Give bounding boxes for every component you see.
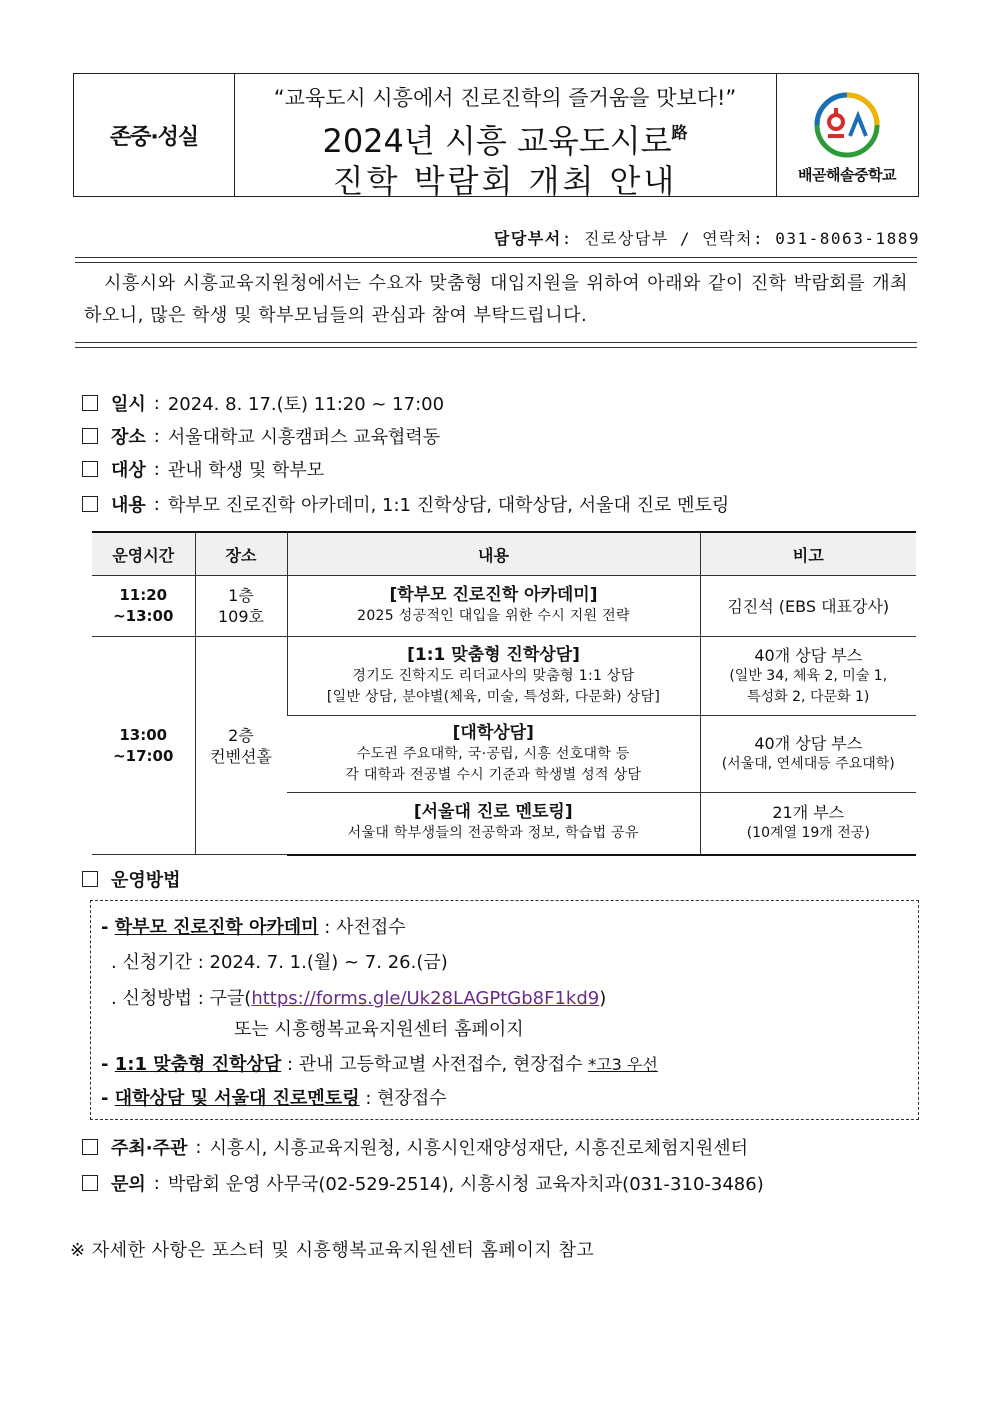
item-inquiry: 문의 : 박람회 운영 사무국(02-529-2514), 시흥시청 교육자치과(031-310-3486) (82, 1170, 764, 1196)
op-academy: - 학부모 진로진학 아카데미 : 사전접수 (101, 917, 406, 938)
content-cell: [대학상담] 수도권 주요대학, 국·공립, 시흥 선호대학 등 각 대학과 전공별 수시 기준과 학생별 성적 상담 (287, 716, 700, 793)
divider-top (75, 257, 917, 263)
table-header-row (92, 532, 916, 576)
op-univ: - 대학상담 및 서울대 진로멘토링 : 현장접수 (101, 1088, 447, 1109)
title-sup: 路 (671, 123, 688, 142)
item-operation: 운영방법 (82, 866, 181, 892)
footnote: ※ 자세한 사항은 포스터 및 시흥행복교육지원센터 홈페이지 참고 (70, 1240, 595, 1261)
note-cell: 40개 상담 부스 (일반 34, 체육 2, 미술 1, 특성화 2, 다문화 1) (700, 637, 916, 716)
content-cell: [1:1 맞춤형 진학상담] 경기도 진학지도 리더교사의 맞춤형 1:1 상담 [일반 상담, 분야별(체육, 미술, 특성화, 다문화) 상담] (287, 637, 700, 716)
header-time: 운영시간 (92, 532, 195, 576)
school-name: 배곧해솔중학교 (798, 166, 896, 184)
slogan: “교육도시 시흥에서 진로진학의 즐거움을 맛보다!” (273, 86, 737, 110)
item-target: 대상 : 관내 학생 및 학부모 (82, 456, 324, 482)
op-method: . 신청방법 : 구글(https://forms.gle/Uk28LAGPtGb8F1kd9) (111, 988, 607, 1009)
operation-box (90, 900, 919, 1120)
divider-bottom (75, 342, 917, 348)
checkbox-icon (82, 871, 98, 887)
item-host: 주최·주관 : 시흥시, 시흥교육지원청, 시흥시인재양성재단, 시흥진로체험지원센터 (82, 1134, 748, 1160)
item-content: 내용 : 학부모 진로진학 아카데미, 1:1 진학상담, 대학상담, 서울대 진로 멘토링 (82, 491, 729, 517)
item-place: 장소 : 서울대학교 시흥캠퍼스 교육협력동 (82, 423, 440, 449)
place-cell: 1층 109호 (195, 576, 287, 637)
place-cell: 2층 컨벤션홀 (195, 637, 287, 855)
school-logo-icon (814, 92, 880, 158)
header-note: 비고 (700, 532, 916, 576)
intro-paragraph: 시흥시와 시흥교육지원청에서는 수요자 맞춤형 대입지원을 위하여 아래와 같이 진학 박람회를 개최하오니, 많은 학생 및 학부모님들의 관심과 참여 부탁드립니다. (84, 273, 908, 326)
note-cell: 21개 부스 (10계열 19개 전공) (700, 793, 916, 855)
op-period: . 신청기간 : 2024. 7. 1.(월) ~ 7. 26.(금) (111, 952, 448, 973)
checkbox-icon (82, 1175, 98, 1191)
checkbox-icon (82, 461, 98, 477)
header-place: 장소 (195, 532, 287, 576)
checkbox-icon (82, 428, 98, 444)
note-cell: 김진석 (EBS 대표강사) (700, 576, 916, 637)
item-date: 일시 : 2024. 8. 17.(토) 11:20 ~ 17:00 (82, 390, 444, 416)
header-content: 내용 (287, 532, 700, 576)
forms-link[interactable]: https://forms.gle/Uk28LAGPtGb8F1kd9 (251, 988, 600, 1009)
time-cell: 11:20 ~13:00 (92, 576, 195, 637)
content-cell: [학부모 진로진학 아카데미] 2025 성공적인 대입을 위한 수시 지원 전략 (287, 576, 700, 637)
op-consult: - 1:1 맞춤형 진학상담 : 관내 고등학교별 사전접수, 현장접수 *고3 우선 (101, 1054, 658, 1075)
title-line1: 2024년 시흥 교육도시로$^路$ (322, 122, 688, 160)
checkbox-icon (82, 496, 98, 512)
table-row (92, 637, 916, 716)
op-method-alt: 또는 시흥행복교육지원센터 홈페이지 (234, 1019, 524, 1040)
note-cell: 40개 상담 부스 (서울대, 연세대등 주요대학) (700, 716, 916, 793)
schedule-table (92, 531, 916, 856)
table-row (92, 576, 916, 637)
checkbox-icon (82, 1139, 98, 1155)
contact-line: 담당부서: 진로상담부 / 연락처: 031-8063-1889 (493, 229, 920, 248)
checkbox-icon (82, 395, 98, 411)
school-logo-block (776, 74, 918, 196)
title-block (234, 74, 777, 200)
content-cell: [서울대 진로 멘토링] 서울대 학부생들의 전공학과 정보, 학습법 공유 (287, 793, 700, 855)
time-cell: 13:00 ~17:00 (92, 637, 195, 855)
title-line2: 진학 박람회 개최 안내 (332, 162, 678, 200)
school-motto: 존중·성실 (74, 74, 235, 196)
header-box (73, 73, 919, 200)
